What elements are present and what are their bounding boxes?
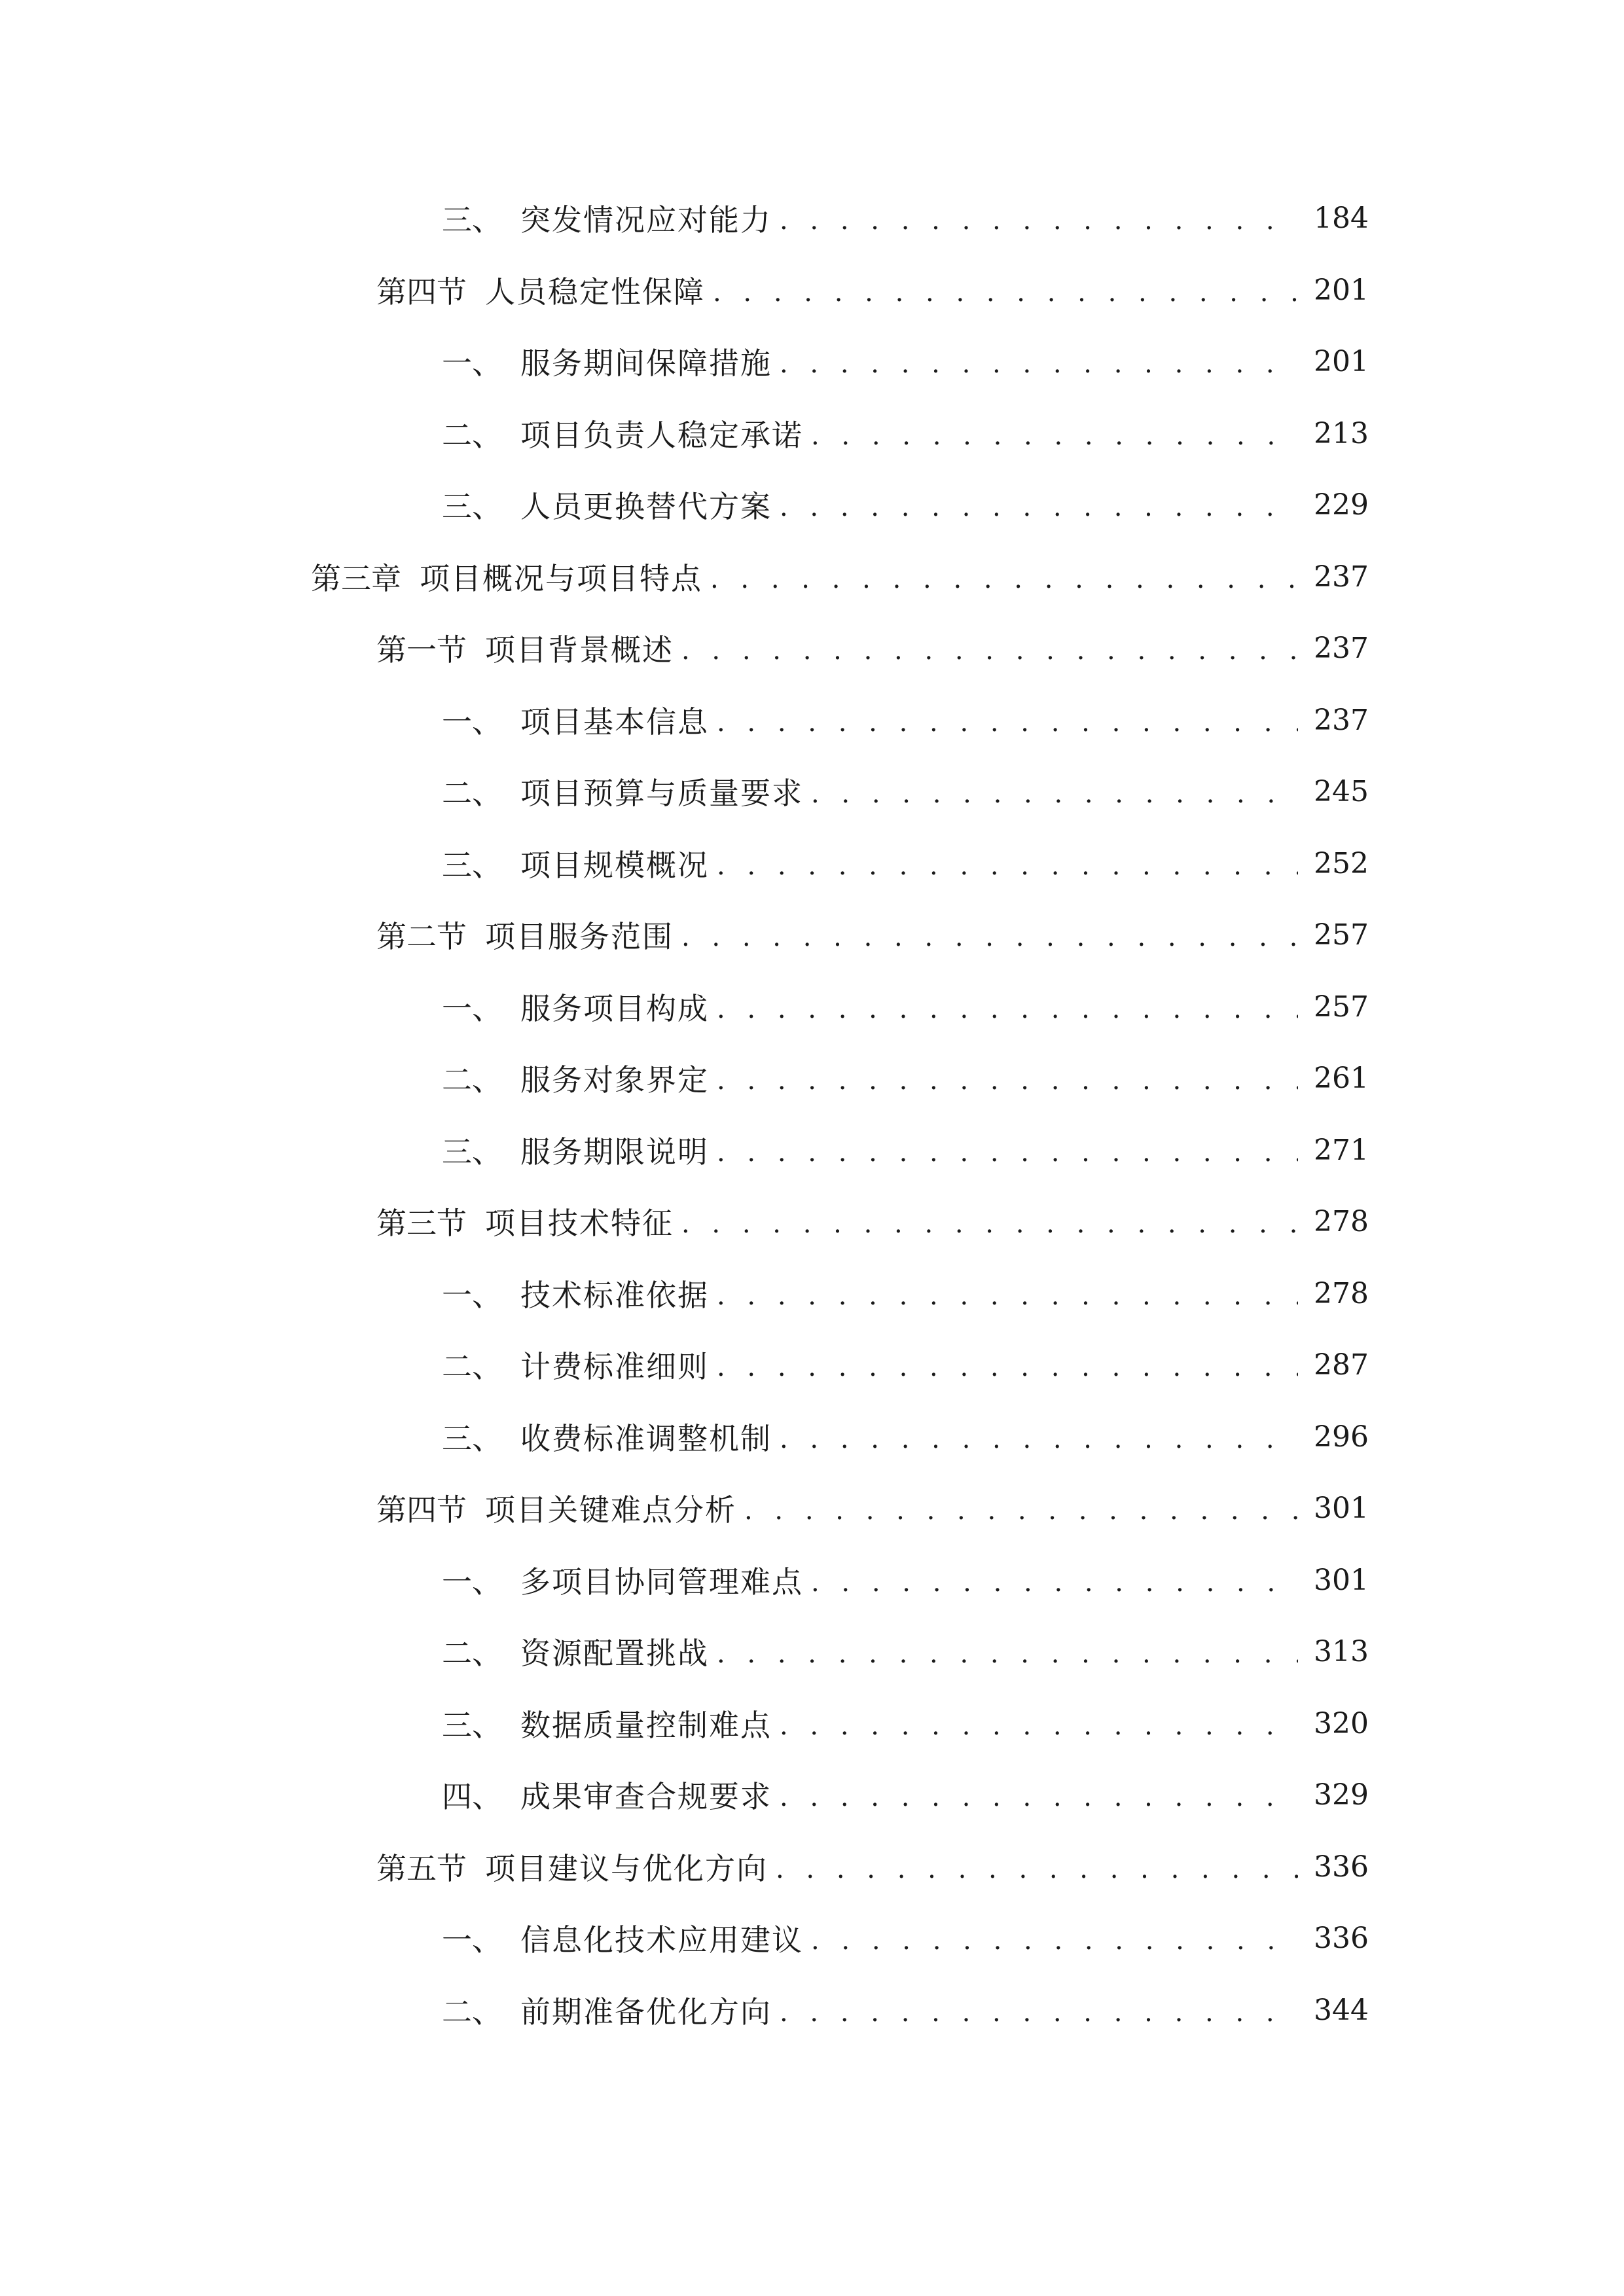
- toc-entry[interactable]: [376, 1482, 1369, 1534]
- toc-entry-label: 三、: [442, 1708, 502, 1743]
- dot-leader: [681, 919, 1298, 950]
- toc-entry-label: 三、: [442, 848, 502, 883]
- toc-entry-title: 服务期限说明: [520, 1134, 709, 1170]
- toc-entry-title: 数据质量控制难点: [520, 1708, 772, 1743]
- toc-entry-page: 201: [1314, 273, 1369, 307]
- toc-entry-title: 项目预算与质量要求: [520, 776, 803, 811]
- toc-entry-title: 项目技术特征: [485, 1206, 674, 1241]
- toc-entry-label: 一、: [442, 1922, 502, 1958]
- toc-entry-page: 336: [1314, 1850, 1369, 1884]
- toc-entry-title: 资源配置挑战: [520, 1636, 709, 1671]
- toc-entry-title: 项目概况与项目特点: [420, 561, 702, 596]
- toc-entry-label: 四、: [442, 1779, 502, 1814]
- toc-entry-title: 收费标准调整机制: [520, 1421, 772, 1456]
- dot-leader: [811, 418, 1298, 449]
- toc-entry-page: 336: [1314, 1921, 1369, 1955]
- toc-entry[interactable]: [311, 550, 1369, 603]
- toc-entry-page: 237: [1314, 631, 1369, 665]
- toc-entry-title: 项目关键难点分析: [485, 1492, 736, 1528]
- toc-entry[interactable]: [442, 478, 1369, 531]
- toc-entry-page: 237: [1314, 703, 1369, 737]
- toc-entry-title: 计费标准细则: [520, 1349, 709, 1384]
- toc-entry[interactable]: [442, 1554, 1369, 1606]
- toc-entry[interactable]: [376, 622, 1369, 674]
- toc-entry-label: 二、: [442, 1062, 502, 1098]
- dot-leader: [717, 1636, 1298, 1667]
- toc-entry-title: 项目背景概述: [485, 632, 674, 668]
- dot-leader: [780, 202, 1298, 234]
- toc-entry-title: 人员更换替代方案: [520, 489, 772, 524]
- toc-entry[interactable]: [442, 1697, 1369, 1749]
- toc-entry[interactable]: [442, 1124, 1369, 1176]
- dot-leader: [717, 1062, 1298, 1094]
- toc-entry-label: 二、: [442, 1349, 502, 1384]
- toc-entry-title: 人员稳定性保障: [485, 274, 705, 310]
- toc-entry-page: 213: [1314, 416, 1369, 450]
- toc-entry-label: 三、: [442, 202, 502, 238]
- toc-entry-label: 三、: [442, 489, 502, 524]
- toc-entry[interactable]: [442, 837, 1369, 889]
- dot-leader: [780, 1994, 1298, 2026]
- toc-entry-page: 344: [1314, 1993, 1369, 2027]
- toc-entry-label: 第一节: [376, 632, 467, 668]
- toc-entry[interactable]: [442, 1912, 1369, 1964]
- toc-entry-title: 项目基本信息: [520, 704, 709, 740]
- dot-leader: [780, 1708, 1298, 1739]
- toc-entry[interactable]: [376, 264, 1369, 316]
- toc-entry-page: 296: [1314, 1420, 1369, 1454]
- toc-entry[interactable]: [442, 407, 1369, 459]
- toc-entry-page: 287: [1314, 1348, 1369, 1382]
- toc-entry-label: 二、: [442, 1994, 502, 2030]
- toc-entry[interactable]: [376, 1195, 1369, 1247]
- toc-entry-title: 技术标准依据: [520, 1278, 709, 1313]
- toc-entry[interactable]: [442, 1984, 1369, 2036]
- toc-entry-page: 257: [1314, 918, 1369, 952]
- toc-entry-label: 一、: [442, 346, 502, 381]
- toc-entry[interactable]: [442, 765, 1369, 817]
- toc-entry[interactable]: [442, 1267, 1369, 1319]
- toc-entry-page: 278: [1314, 1276, 1369, 1310]
- dot-leader: [776, 1851, 1298, 1882]
- toc-entry[interactable]: [376, 908, 1369, 961]
- toc-entry-label: 一、: [442, 1278, 502, 1313]
- dot-leader: [811, 1922, 1298, 1954]
- toc-entry-label: 第五节: [376, 1851, 467, 1886]
- dot-leader: [681, 1206, 1298, 1237]
- toc-entry-page: 329: [1314, 1778, 1369, 1812]
- toc-entry-label: 第四节: [376, 274, 467, 310]
- dot-leader: [780, 1421, 1298, 1452]
- toc-entry-page: 229: [1314, 488, 1369, 522]
- toc-entry[interactable]: [442, 694, 1369, 746]
- dot-leader: [717, 1134, 1298, 1166]
- toc-entry[interactable]: [442, 1768, 1369, 1821]
- toc-entry-label: 二、: [442, 418, 502, 453]
- toc-entry-label: 第三章: [311, 561, 401, 596]
- dot-leader: [681, 632, 1298, 664]
- toc-entry-title: 项目建议与优化方向: [485, 1851, 768, 1886]
- dot-leader: [780, 1779, 1298, 1810]
- toc-entry-page: 278: [1314, 1204, 1369, 1238]
- toc-entry[interactable]: [442, 980, 1369, 1033]
- toc-entry-page: 201: [1314, 344, 1369, 378]
- toc-entry[interactable]: [442, 1625, 1369, 1677]
- toc-entry-title: 项目负责人稳定承诺: [520, 418, 803, 453]
- toc-entry-title: 项目规模概况: [520, 848, 709, 883]
- dot-leader: [811, 776, 1298, 807]
- toc-entry-label: 一、: [442, 1564, 502, 1600]
- dot-leader: [717, 704, 1298, 736]
- toc-entry-label: 二、: [442, 1636, 502, 1671]
- toc-entry-title: 前期准备优化方向: [520, 1994, 772, 2030]
- toc-entry-title: 服务对象界定: [520, 1062, 709, 1098]
- toc-entry-label: 一、: [442, 991, 502, 1026]
- dot-leader: [717, 991, 1298, 1022]
- toc-entry-title: 项目服务范围: [485, 919, 674, 954]
- toc-entry-title: 信息化技术应用建议: [520, 1922, 803, 1958]
- toc-entry-title: 成果审查合规要求: [520, 1779, 772, 1814]
- toc-entry-page: 257: [1314, 990, 1369, 1024]
- toc-entry-page: 301: [1314, 1491, 1369, 1525]
- toc-entry[interactable]: [442, 1052, 1369, 1104]
- toc-entry-label: 二、: [442, 776, 502, 811]
- toc-entry-page: 252: [1314, 846, 1369, 880]
- toc-entry-page: 271: [1314, 1133, 1369, 1167]
- dot-leader: [811, 1564, 1298, 1596]
- toc-entry[interactable]: [442, 192, 1369, 244]
- toc-entry-page: 313: [1314, 1634, 1369, 1668]
- dot-leader: [710, 561, 1298, 592]
- toc-entry-label: 第三节: [376, 1206, 467, 1241]
- dot-leader: [744, 1492, 1298, 1524]
- toc-entry-page: 237: [1314, 560, 1369, 594]
- toc-entry[interactable]: [376, 1840, 1369, 1893]
- toc-entry-page: 320: [1314, 1706, 1369, 1740]
- toc-entry-title: 突发情况应对能力: [520, 202, 772, 238]
- dot-leader: [717, 1349, 1298, 1380]
- toc-entry[interactable]: [442, 1338, 1369, 1391]
- toc-entry-page: 261: [1314, 1061, 1369, 1095]
- toc-entry-label: 三、: [442, 1134, 502, 1170]
- toc-entry-page: 184: [1314, 201, 1369, 235]
- toc-entry[interactable]: [442, 1410, 1369, 1463]
- toc-entry-page: 245: [1314, 774, 1369, 808]
- toc-entry-label: 第二节: [376, 919, 467, 954]
- dot-leader: [780, 346, 1298, 377]
- dot-leader: [717, 1278, 1298, 1309]
- toc-entry[interactable]: [442, 335, 1369, 387]
- toc-entry-page: 301: [1314, 1563, 1369, 1597]
- toc-entry-title: 服务项目构成: [520, 991, 709, 1026]
- dot-leader: [717, 848, 1298, 879]
- toc-entry-title: 多项目协同管理难点: [520, 1564, 803, 1600]
- toc-entry-label: 三、: [442, 1421, 502, 1456]
- toc-entry-title: 服务期间保障措施: [520, 346, 772, 381]
- dot-leader: [713, 274, 1298, 306]
- toc-entry-label: 第四节: [376, 1492, 467, 1528]
- dot-leader: [780, 489, 1298, 520]
- toc-entry-label: 一、: [442, 704, 502, 740]
